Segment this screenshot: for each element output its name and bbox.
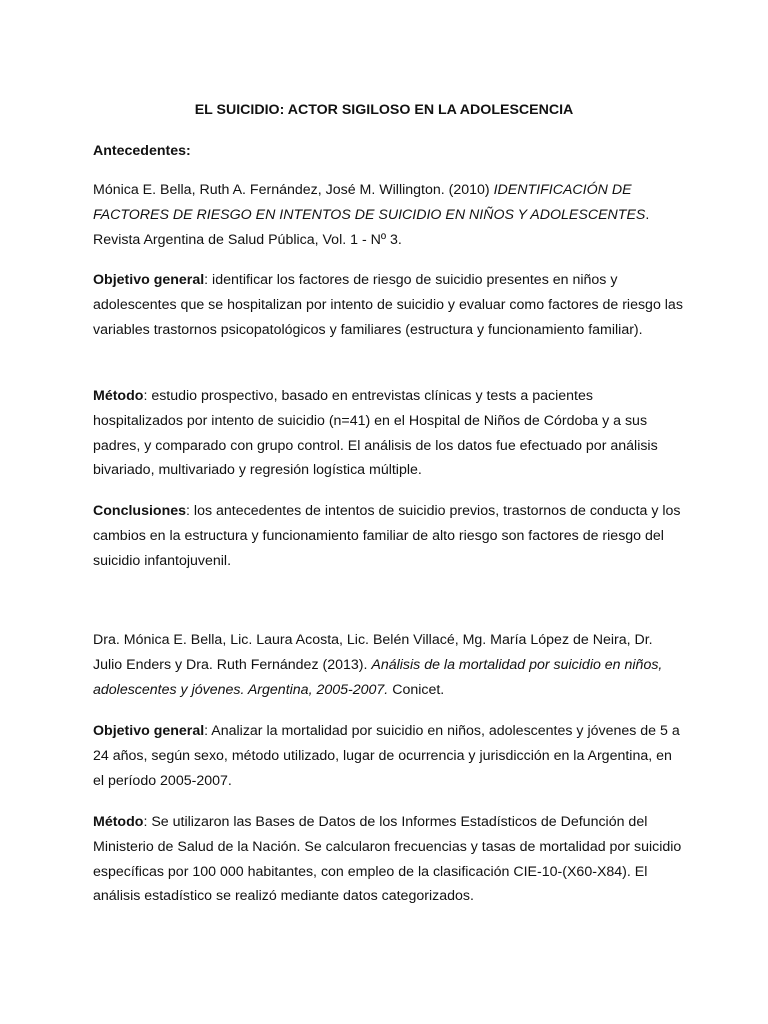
study1-method-text: : estudio prospectivo, basado en entrevistas clínicas y tests a pacientes hospitalizados por intento de suicidio (n=41) en el Hospital de Niños de Córdoba y a sus padres, y comparado con grupo control. El análisis de los datos fue efectuado por análisis bivariado, multivariado y regresión logística múltiple. [93, 388, 658, 479]
study1-objective-text: : identificar los factores de riesgo de suicidio presentes en niños y adolescentes que se hospitalizan por intento de suicidio y evaluar como factores de riesgo las variables trastornos psicopatológicos y familiares (estructura y funcionamiento familiar). [93, 272, 683, 338]
study1-conclusions-text: : los antecedentes de intentos de suicidio previos, trastornos de conducta y los cambios en la estructura y funcionamiento familiar de alto riesgo son factores de riesgo del suicidio infantojuvenil. [93, 503, 681, 569]
study1-conclusions-label: Conclusiones [93, 503, 187, 519]
study1-method [93, 384, 683, 483]
study2-objective [93, 719, 683, 793]
study2-citation-title: Análisis de la mortalidad por suicidio en niños, adolescentes y jóvenes. Argentina, 2005-2007. [93, 656, 663, 698]
study1-citation-source: . Revista Argentina de Salud Pública, Vol. 1 - Nº 3. [93, 206, 650, 248]
study2-method-text: : Se utilizaron las Bases de Datos de los Informes Estadísticos de Defunción del Ministerio de Salud de la Nación. Se calcularon frecuencias y tasas de mortalidad por suicidio específicas por 100 000 habitantes, con empleo de la clasificación CIE-10-(X60-X84). El análisis estadístico se realizó mediante datos categorizados. [93, 814, 682, 905]
study2-citation-authors: Dra. Mónica E. Bella, Lic. Laura Acosta, Lic. Belén Villacé, Mg. María López de Neira, Dr. Julio Enders y Dra. Ruth Fernández (2013). [93, 632, 653, 673]
study2-objective-text: : Analizar la mortalidad por suicidio en niños, adolescentes y jóvenes de 5 a 24 años, según sexo, método utilizado, lugar de ocurrencia y jurisdicción en la Argentina, en el período 2005-2007. [93, 723, 680, 789]
study1-objective [93, 268, 683, 342]
document-title: EL SUICIDIO: ACTOR SIGILOSO EN LA ADOLESCENCIA [194, 102, 574, 118]
study2-citation [93, 628, 683, 702]
study1-citation-title: IDENTIFICACIÓN DE FACTORES DE RIESGO EN INTENTOS DE SUICIDIO EN NIÑOS Y ADOLESCENTES [93, 182, 646, 223]
study2-method-label: Método [93, 814, 144, 830]
study1-citation-authors: Mónica E. Bella, Ruth A. Fernández, José M. Willington. (2010) [93, 182, 494, 198]
study2-objective-label: Objetivo general [93, 723, 205, 739]
study1-method-label: Método [93, 388, 144, 404]
study1-objective-label: Objetivo general [93, 272, 205, 288]
section-heading-antecedentes: Antecedentes: [93, 143, 191, 159]
study2-citation-source: Conicet. [388, 681, 445, 698]
study1-conclusions [93, 499, 683, 573]
study2-method [93, 810, 683, 909]
study1-citation [93, 178, 683, 252]
